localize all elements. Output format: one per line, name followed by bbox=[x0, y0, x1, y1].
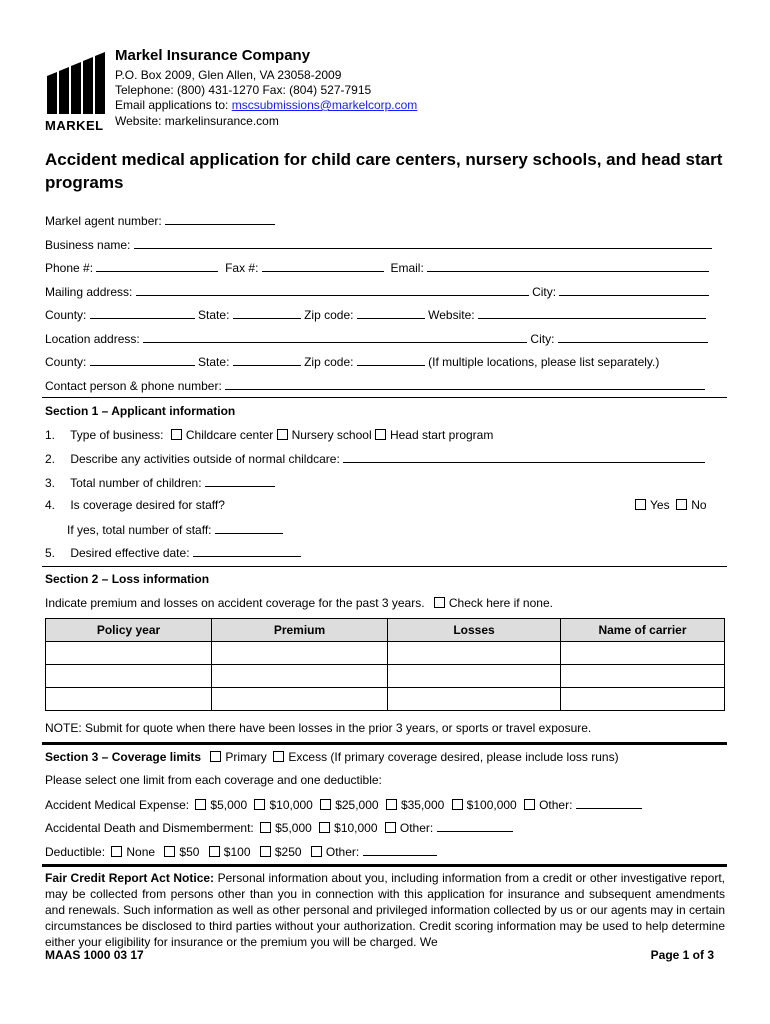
city-label: City: bbox=[532, 285, 557, 299]
deductible-row bbox=[45, 844, 437, 859]
business-name-label: Business name: bbox=[45, 238, 131, 252]
ame-10000-label: $10,000 bbox=[269, 798, 313, 812]
state-label: State: bbox=[198, 308, 230, 322]
agent-number-row bbox=[45, 213, 275, 228]
ame-35000-checkbox[interactable] bbox=[386, 799, 397, 810]
business-name-field[interactable] bbox=[134, 237, 712, 249]
headstart-label: Head start program bbox=[389, 428, 494, 442]
thick-divider bbox=[42, 864, 727, 867]
deductible-label: Deductible: bbox=[45, 845, 106, 859]
ame-label: Accident Medical Expense: bbox=[45, 798, 190, 812]
ame-100000-label: $100,000 bbox=[466, 798, 517, 812]
table-cell[interactable] bbox=[212, 642, 388, 665]
company-website: Website: markelinsurance.com bbox=[115, 114, 279, 128]
loss-table bbox=[45, 618, 725, 711]
section3-heading-row bbox=[45, 750, 619, 764]
mailing-address-field[interactable] bbox=[136, 284, 529, 296]
section2-intro-row bbox=[45, 596, 553, 610]
table-cell[interactable] bbox=[212, 665, 388, 688]
website-label: Website: bbox=[428, 308, 475, 322]
county-row-1 bbox=[45, 307, 706, 322]
state-field-2[interactable] bbox=[233, 354, 301, 366]
email-field-label: Email: bbox=[390, 261, 424, 275]
loss-note: NOTE: Submit for quote when there have been losses in the prior 3 years, or sports or travel exposure. bbox=[45, 721, 592, 735]
q3-row bbox=[45, 475, 275, 490]
state-label-2: State: bbox=[198, 355, 230, 369]
city-field[interactable] bbox=[559, 284, 709, 296]
ame-100000-checkbox[interactable] bbox=[452, 799, 463, 810]
col-losses: Losses bbox=[388, 619, 561, 642]
county-label: County: bbox=[45, 308, 87, 322]
no-label: No bbox=[691, 498, 707, 512]
q5-row bbox=[45, 545, 301, 560]
divider bbox=[42, 397, 727, 398]
table-cell[interactable] bbox=[388, 665, 561, 688]
ame-other-field[interactable] bbox=[576, 797, 642, 809]
section1-heading: Section 1 – Applicant information bbox=[45, 404, 236, 418]
table-cell[interactable] bbox=[388, 688, 561, 711]
county-label-2: County: bbox=[45, 355, 87, 369]
q3-label: Total number of children: bbox=[70, 476, 202, 490]
agent-number-field[interactable] bbox=[165, 213, 275, 225]
staff-count-field[interactable] bbox=[215, 522, 283, 534]
section3-heading: Section 3 – Coverage limits bbox=[45, 750, 202, 764]
markel-logo-icon bbox=[45, 50, 105, 114]
q4-label: Is coverage desired for staff? bbox=[70, 498, 225, 512]
q5-number: 5. bbox=[45, 546, 56, 560]
table-row bbox=[46, 688, 725, 711]
email-label: Email applications to: bbox=[115, 98, 229, 112]
county-row-2 bbox=[45, 354, 659, 369]
check-none-label: Check here if none. bbox=[448, 596, 553, 610]
add-label: Accidental Death and Dismemberment: bbox=[45, 821, 254, 835]
thick-divider bbox=[42, 742, 727, 745]
fcra-notice bbox=[45, 870, 725, 950]
ame-10000-checkbox[interactable] bbox=[254, 799, 265, 810]
table-cell[interactable] bbox=[212, 688, 388, 711]
add-5000-label: $5,000 bbox=[275, 821, 312, 835]
location-address-label: Location address: bbox=[45, 332, 140, 346]
fcra-heading: Fair Credit Report Act Notice: bbox=[45, 871, 215, 885]
table-cell[interactable] bbox=[46, 688, 212, 711]
q3-number: 3. bbox=[45, 476, 56, 490]
zip-field[interactable] bbox=[357, 307, 425, 319]
location-row bbox=[45, 331, 708, 346]
excess-checkbox[interactable] bbox=[273, 751, 284, 762]
website-field[interactable] bbox=[478, 307, 706, 319]
location-city-field[interactable] bbox=[558, 331, 708, 343]
form-number: MAAS 1000 03 17 bbox=[45, 948, 144, 962]
table-row bbox=[46, 665, 725, 688]
childcare-label: Childcare center bbox=[185, 428, 274, 442]
table-cell[interactable] bbox=[561, 665, 725, 688]
add-row bbox=[45, 820, 513, 835]
mailing-row bbox=[45, 284, 709, 299]
children-count-field[interactable] bbox=[205, 475, 275, 487]
q2-label: Describe any activities outside of normal childcare: bbox=[70, 452, 340, 466]
add-10000-checkbox[interactable] bbox=[319, 822, 330, 833]
divider bbox=[42, 566, 727, 567]
ame-other-label: Other: bbox=[539, 798, 573, 812]
ded-100-label: $100 bbox=[223, 845, 251, 859]
ded-50-label: $50 bbox=[179, 845, 200, 859]
phone-label: Phone #: bbox=[45, 261, 94, 275]
childcare-checkbox[interactable] bbox=[171, 429, 182, 440]
ded-100-checkbox[interactable] bbox=[209, 846, 220, 857]
location-city-label: City: bbox=[530, 332, 555, 346]
add-other-label: Other: bbox=[399, 821, 434, 835]
contact-field[interactable] bbox=[225, 378, 705, 390]
nursery-checkbox[interactable] bbox=[277, 429, 288, 440]
logo-wordmark: MARKEL bbox=[45, 118, 104, 133]
company-email-row bbox=[115, 98, 417, 112]
zip-label: Zip code: bbox=[304, 308, 354, 322]
section2-heading: Section 2 – Loss information bbox=[45, 572, 210, 586]
company-name: Markel Insurance Company bbox=[115, 47, 311, 64]
email-field[interactable] bbox=[427, 260, 709, 272]
company-telephone: Telephone: (800) 431-1270 Fax: (804) 527-7915 bbox=[115, 83, 372, 97]
add-5000-checkbox[interactable] bbox=[260, 822, 271, 833]
state-field[interactable] bbox=[233, 307, 301, 319]
col-carrier: Name of carrier bbox=[561, 619, 725, 642]
activities-field[interactable] bbox=[343, 451, 705, 463]
phone-field[interactable] bbox=[96, 260, 218, 272]
fcra-text: Personal information about you, including information from a credit or other investigative report, may be collected from persons other than you in connection with this application for insurance and subsequent amendments and renewals. Such information as well as other personal and privileged information collected by us or our agents may in certain circumstances be disclosed to third parties without your authorization. Credit scoring information may be used to help determine either your eligibility for insurance or the premium you will be charged. We bbox=[45, 871, 725, 949]
agent-number-label: Markel agent number: bbox=[45, 214, 162, 228]
ame-35000-label: $35,000 bbox=[400, 798, 445, 812]
staff-yes-checkbox[interactable] bbox=[635, 499, 646, 510]
ded-none-label: None bbox=[126, 845, 156, 859]
q2-row bbox=[45, 451, 705, 466]
company-address: P.O. Box 2009, Glen Allen, VA 23058-2009 bbox=[115, 68, 342, 82]
markel-logo bbox=[45, 50, 105, 133]
nursery-label: Nursery school bbox=[291, 428, 372, 442]
excess-label: Excess (If primary coverage desired, please include loss runs) bbox=[288, 750, 619, 764]
ame-25000-label: $25,000 bbox=[335, 798, 379, 812]
county-field[interactable] bbox=[90, 307, 195, 319]
fax-label: Fax #: bbox=[225, 261, 259, 275]
section2-intro: Indicate premium and losses on accident coverage for the past 3 years. bbox=[45, 596, 425, 610]
ame-25000-checkbox[interactable] bbox=[320, 799, 331, 810]
ame-5000-checkbox[interactable] bbox=[195, 799, 206, 810]
table-cell[interactable] bbox=[561, 642, 725, 665]
zip-field-2[interactable] bbox=[357, 354, 425, 366]
business-name-row bbox=[45, 237, 712, 252]
page-title: Accident medical application for child care centers, nursery schools, and head start programs bbox=[45, 150, 723, 192]
section3-instruction: Please select one limit from each coverage and one deductible: bbox=[45, 773, 382, 787]
q4-options bbox=[635, 498, 707, 512]
zip-label-2: Zip code: bbox=[304, 355, 354, 369]
ded-250-label: $250 bbox=[274, 845, 302, 859]
add-other-checkbox[interactable] bbox=[385, 822, 396, 833]
table-cell[interactable] bbox=[561, 688, 725, 711]
ame-5000-label: $5,000 bbox=[210, 798, 248, 812]
contact-row bbox=[45, 378, 705, 393]
ded-50-checkbox[interactable] bbox=[164, 846, 175, 857]
table-cell[interactable] bbox=[46, 642, 212, 665]
email-link[interactable]: mscsubmissions@markelcorp.com bbox=[231, 98, 418, 112]
multiple-locations-note: (If multiple locations, please list separately.) bbox=[428, 355, 660, 369]
q5-label: Desired effective date: bbox=[70, 546, 190, 560]
add-other-field[interactable] bbox=[437, 820, 513, 832]
q1-label: Type of business: bbox=[70, 428, 164, 442]
headstart-checkbox[interactable] bbox=[375, 429, 386, 440]
contact-label: Contact person & phone number: bbox=[45, 379, 222, 393]
q4b-row bbox=[67, 522, 283, 537]
col-policy-year: Policy year bbox=[46, 619, 212, 642]
ded-other-field[interactable] bbox=[363, 844, 437, 856]
q1-row bbox=[45, 428, 493, 442]
loss-table-header bbox=[46, 619, 725, 642]
location-address-field[interactable] bbox=[143, 331, 527, 343]
effective-date-field[interactable] bbox=[193, 545, 301, 557]
yes-label: Yes bbox=[650, 498, 670, 512]
mailing-address-label: Mailing address: bbox=[45, 285, 133, 299]
add-10000-label: $10,000 bbox=[334, 821, 378, 835]
fax-field[interactable] bbox=[262, 260, 384, 272]
q1-number: 1. bbox=[45, 428, 56, 442]
table-cell[interactable] bbox=[388, 642, 561, 665]
ame-row bbox=[45, 797, 642, 812]
table-cell[interactable] bbox=[46, 665, 212, 688]
ded-other-label: Other: bbox=[325, 845, 360, 859]
none-checkbox[interactable] bbox=[434, 597, 445, 608]
q4-number: 4. bbox=[45, 498, 56, 512]
col-premium: Premium bbox=[212, 619, 388, 642]
county-field-2[interactable] bbox=[90, 354, 195, 366]
q4b-label: If yes, total number of staff: bbox=[67, 523, 212, 537]
table-row bbox=[46, 642, 725, 665]
primary-checkbox[interactable] bbox=[210, 751, 221, 762]
ded-other-checkbox[interactable] bbox=[311, 846, 322, 857]
ded-250-checkbox[interactable] bbox=[260, 846, 271, 857]
staff-no-checkbox[interactable] bbox=[676, 499, 687, 510]
primary-label: Primary bbox=[225, 750, 267, 764]
ame-other-checkbox[interactable] bbox=[524, 799, 535, 810]
page-number: Page 1 of 3 bbox=[650, 948, 714, 962]
ded-none-checkbox[interactable] bbox=[111, 846, 122, 857]
phone-row bbox=[45, 260, 709, 275]
q4-row bbox=[45, 498, 225, 512]
q2-number: 2. bbox=[45, 452, 56, 466]
